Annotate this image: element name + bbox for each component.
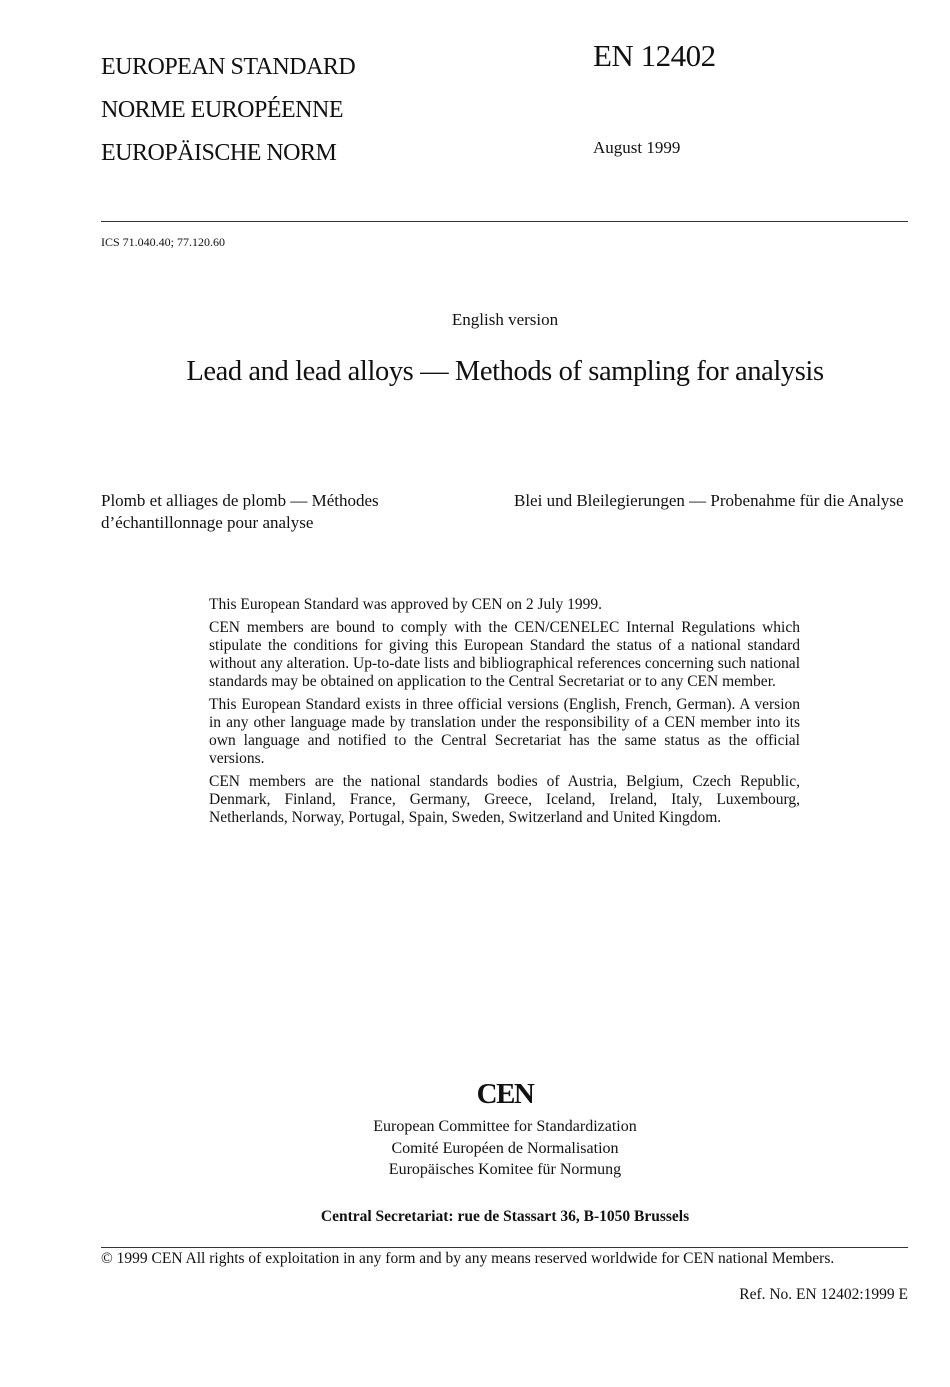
approval-paragraph: This European Standard was approved by CEN on 2 July 1999.: [209, 596, 603, 613]
secretariat-address: Central Secretariat: rue de Stassart 36, B-1050 Brussels: [320, 1208, 690, 1225]
standard-name-german: EUROPÄISCHE NORM: [101, 140, 337, 166]
committee-name-french: Comité Européen de Normalisation: [391, 1139, 619, 1157]
version-label: English version: [451, 310, 559, 329]
bottom-divider: [101, 1247, 908, 1248]
german-title: Blei und Bleilegierungen — Probenahme für die Analyse: [514, 491, 904, 510]
regulations-paragraph: CEN members are bound to comply with the CEN/CENELEC Internal Regulations which stipulate the conditions for giving this European Standard the status of a national standard without any alteration. Up-to-date lists and bibliographical references concerning such national standards may be obtained on application to the Central Secretariat or to any CEN member.: [209, 619, 800, 690]
members-paragraph: CEN members are the national standards bodies of Austria, Belgium, Czech Republic, Denmark, Finland, France, Germany, Greece, Iceland, Ireland, Italy, Luxembourg, Netherlands, Norway, Portugal, Spain, Sweden, Switzerland and United Kingdom.: [209, 773, 800, 826]
publication-date: August 1999: [593, 138, 681, 157]
french-title: Plomb et alliages de plomb — Méthodes d’échantillonnage pour analyse: [101, 491, 379, 532]
versions-paragraph: This European Standard exists in three official versions (English, French, German). A version in any other language made by translation under the responsibility of a CEN member into its own language and notified to the Central Secretariat has the same status as the official versions.: [209, 696, 800, 767]
standard-name-french: NORME EUROPÉENNE: [101, 97, 343, 123]
top-divider: [101, 221, 908, 222]
committee-names: [0, 1116, 950, 1181]
document-title: Lead and lead alloys — Methods of sampling for analysis: [186, 356, 824, 387]
copyright-notice: © 1999 CEN All rights of exploitation in any form and by any means reserved worldwide for CEN national Members.: [101, 1250, 835, 1267]
reference-number: Ref. No. EN 12402:1999 E: [739, 1286, 908, 1303]
standard-names: [101, 46, 355, 175]
ics-code: ICS 71.040.40; 77.120.60: [101, 235, 226, 249]
cen-logo: CEN: [476, 1078, 534, 1110]
standard-name-english: EUROPEAN STANDARD: [101, 54, 356, 80]
committee-name-english: European Committee for Standardization: [373, 1118, 637, 1135]
standard-number: EN 12402: [593, 38, 716, 73]
committee-name-german: Europäisches Komitee für Normung: [388, 1161, 622, 1178]
approval-text: [209, 596, 800, 832]
